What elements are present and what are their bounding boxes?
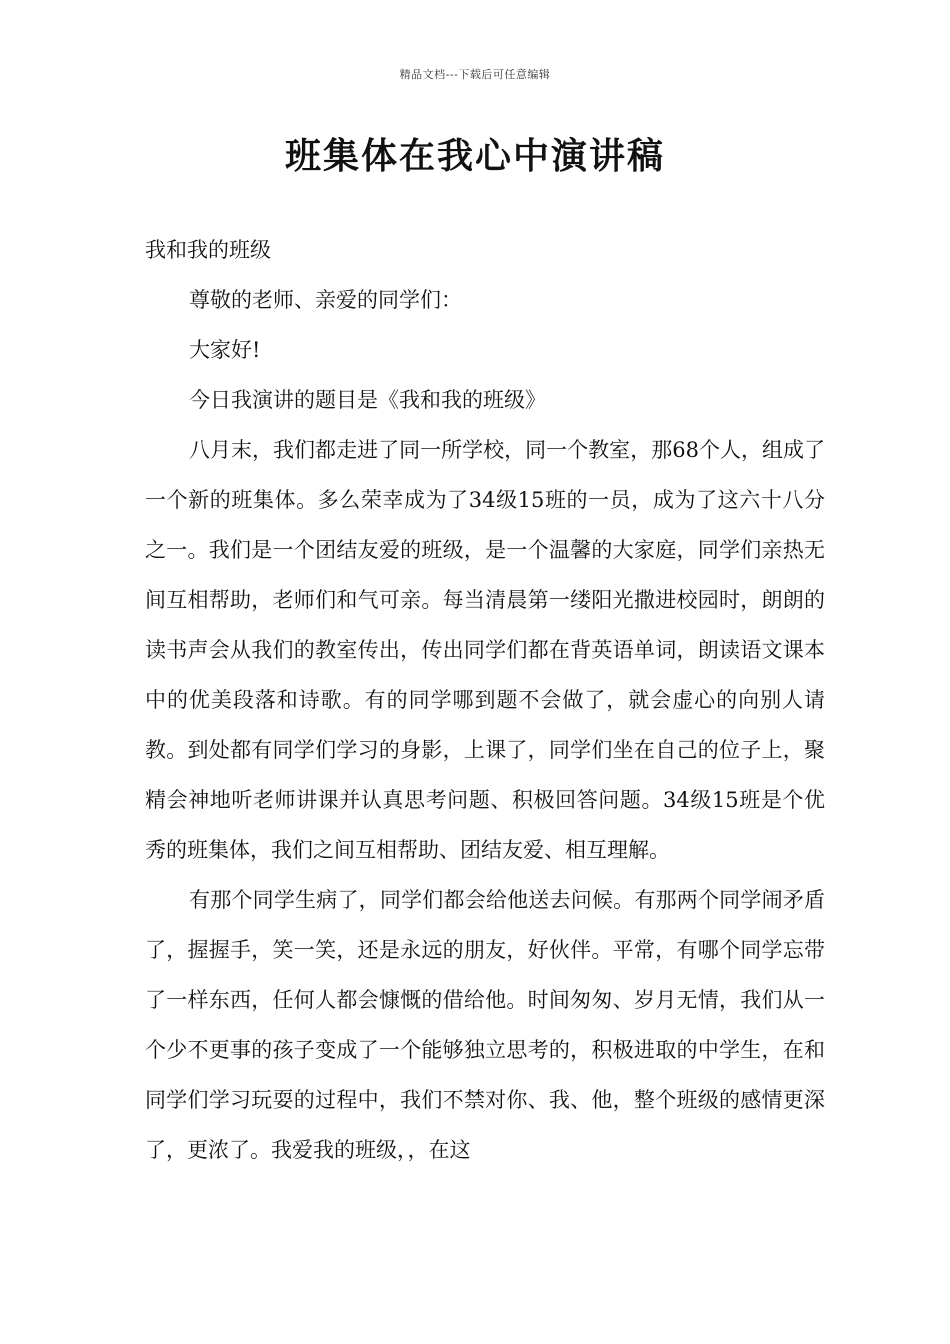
header-note: 精品文档---下载后可任意编辑 [399, 68, 551, 81]
document-title: 班集体在我心中演讲稿 [284, 135, 665, 177]
document-subtitle: 我和我的班级 [145, 238, 271, 262]
body-paragraph: 八月末，我们都走进了同一所学校，同一个教室，那68个人，组成了一个新的班集体。多么荣幸成为了34级15班的一员，成为了这六十八分之一。我们是一个团结友爱的班级，是一个温馨的大家庭，同学们亲热无间互相帮助，老师们和气可亲。每当清晨第一缕阳光撒进校园时，朗朗的读书声会从我们的教室传出，传出同学们都在背英语单词，朗读语文课本中的优美段落和诗歌。有的同学哪到题不会做了，就会虚心的向别人请教。到处都有同学们学习的身影，上课了，同学们坐在自己的位子上，聚精会神地听老师讲课并认真思考问题、积极回答问题。34级15班是个优秀的班集体，我们之间互相帮助、团结友爱、相互理解。 [145, 438, 825, 862]
greeting: 大家好! [189, 338, 261, 362]
body-paragraph: 有那个同学生病了，同学们都会给他送去问候。有那两个同学闹矛盾了，握握手，笑一笑，还是永远的朋友，好伙伴。平常，有哪个同学忘带了一样东西，任何人都会慷慨的借给他。时间匆匆、岁月无情，我们从一个少不更事的孩子变成了一个能够独立思考的，积极进取的中学生，在和同学们学习玩耍的过程中，我们不禁对你、我、他，整个班级的感情更深了，更浓了。我爱我的班级，，在这 [145, 888, 825, 1162]
document-body [145, 232, 825, 1175]
salutation: 尊敬的老师、亲爱的同学们： [189, 288, 462, 312]
speech-topic: 今日我演讲的题目是《我和我的班级》 [189, 388, 546, 412]
